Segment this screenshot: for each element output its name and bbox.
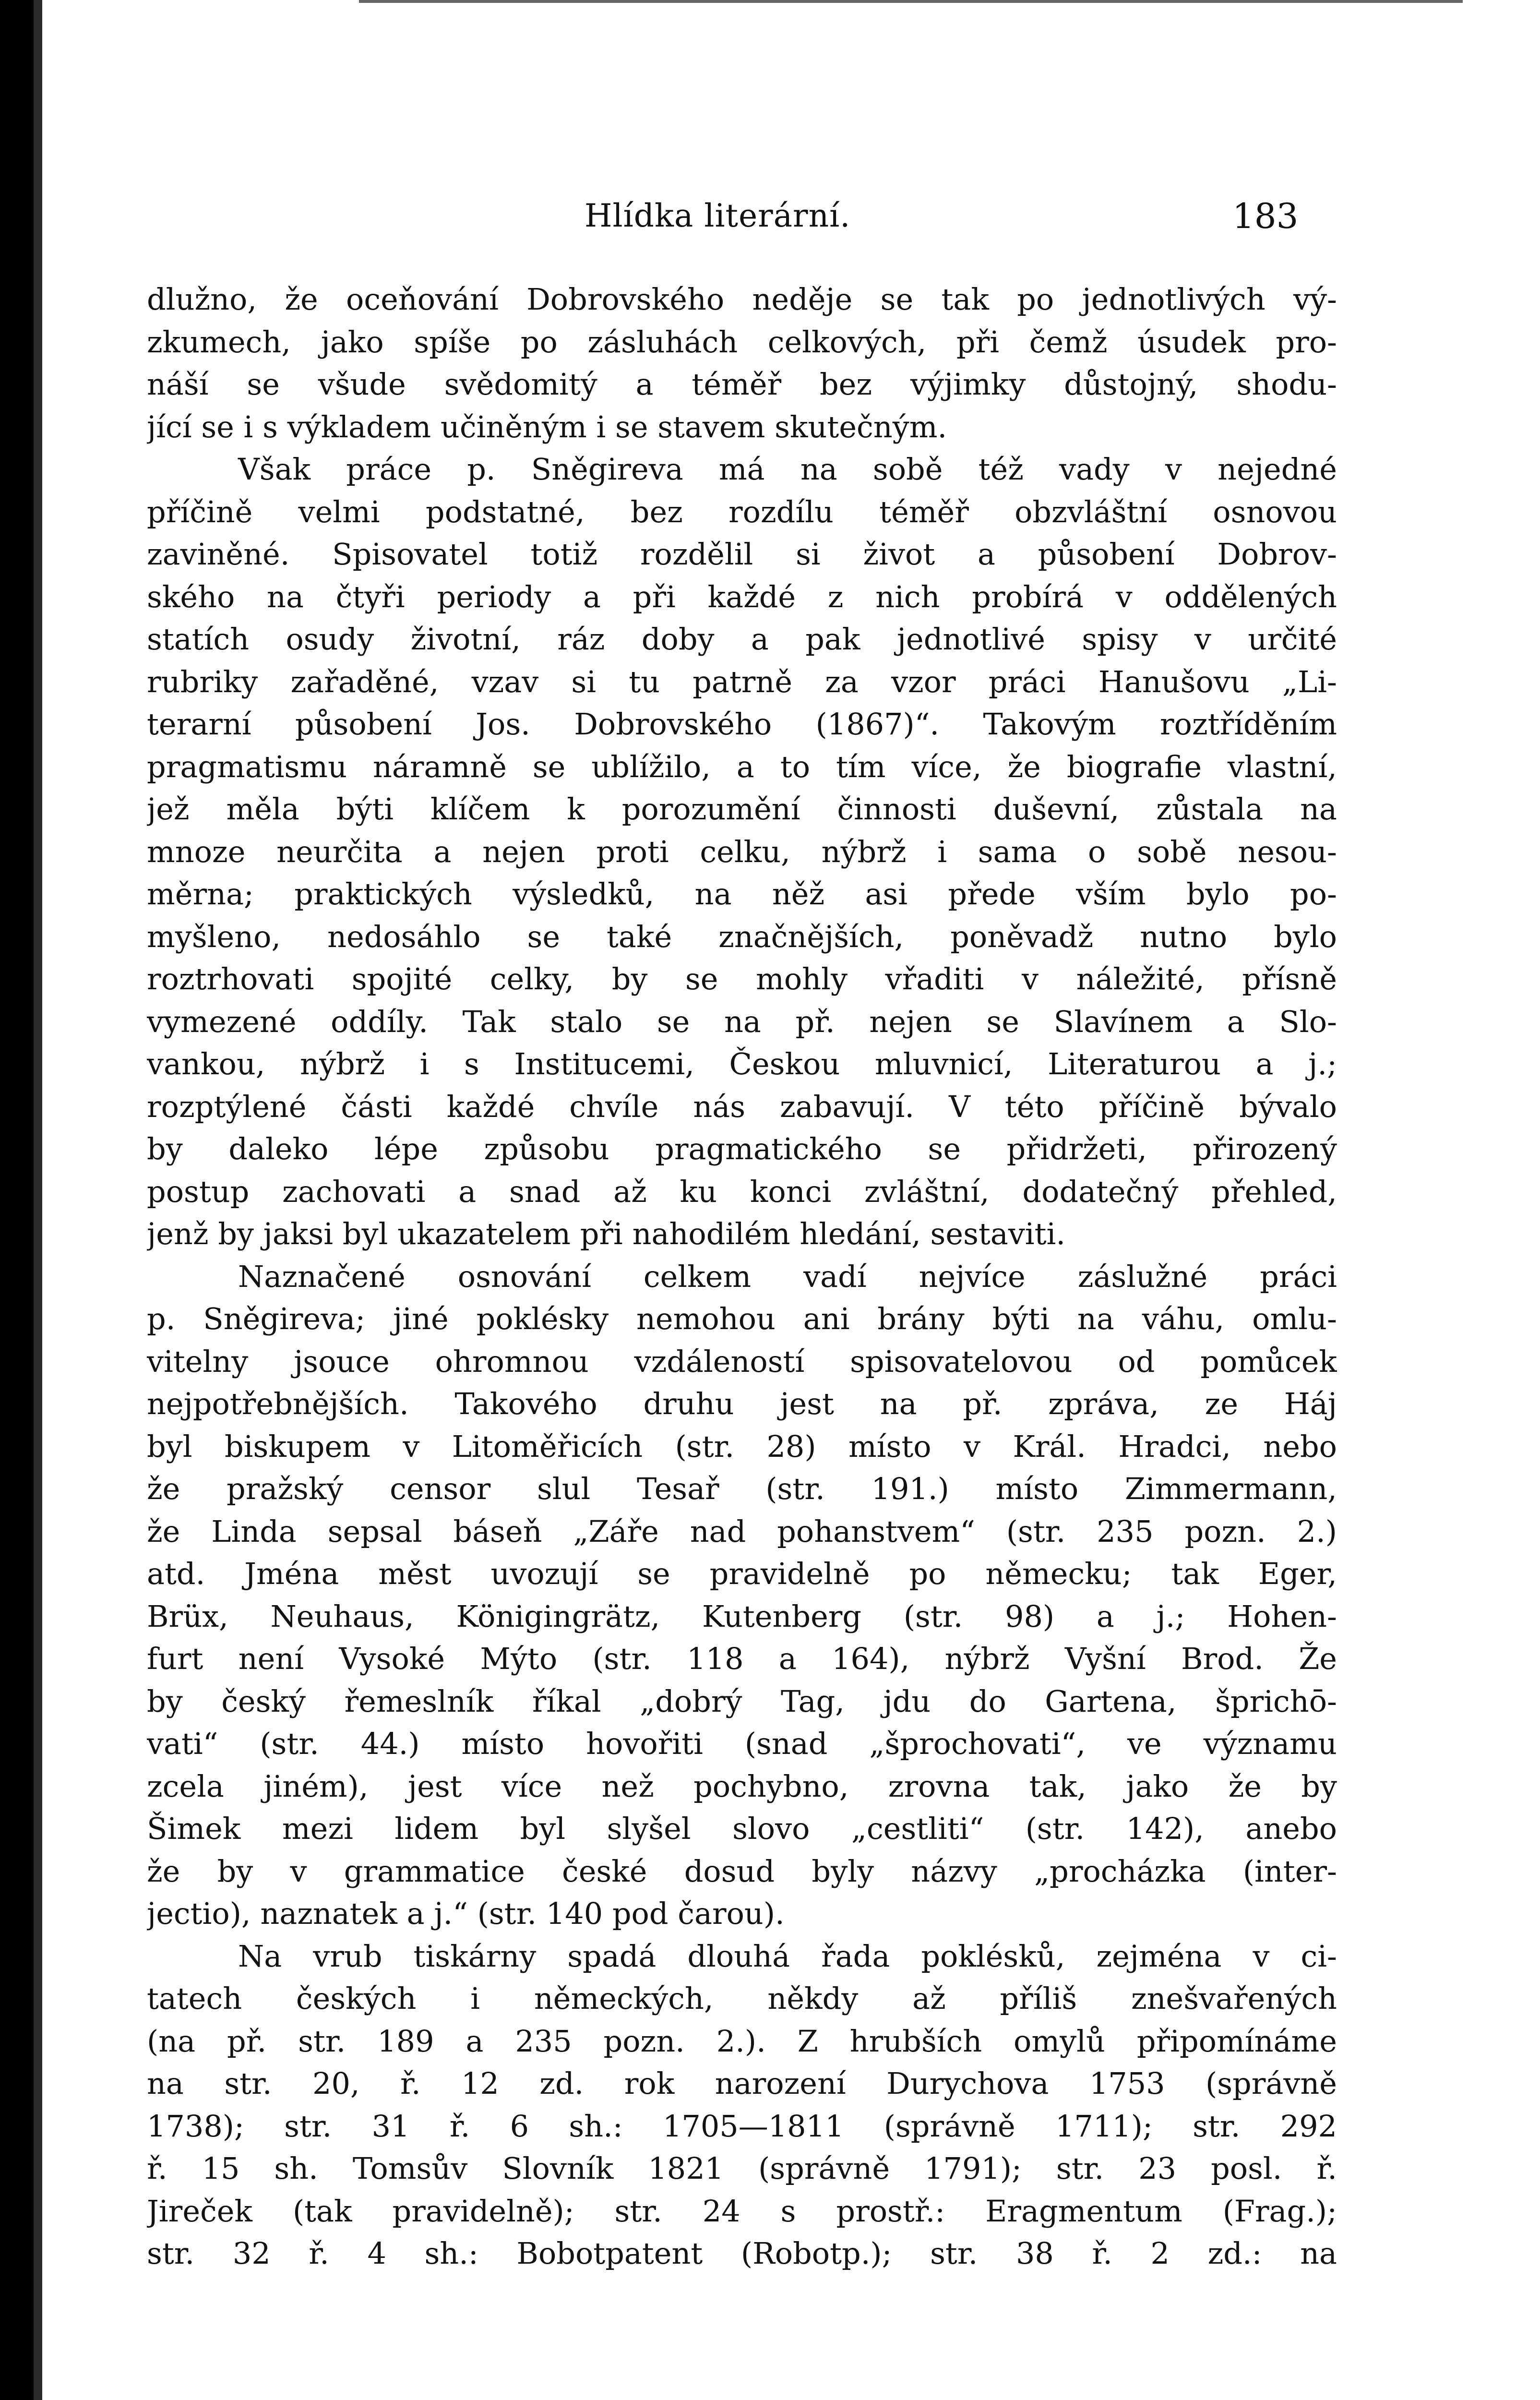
text-line: rubriky zařaděné, vzav si tu patrně za vzor práci Hanušovu „Li-: [147, 664, 1337, 699]
text-line: Na vrub tiskárny spadá dlouhá řada poklésků, zejména v ci-: [238, 1938, 1337, 1974]
text-line: jež měla býti klíčem k porozumění činnosti duševní, zůstala na: [147, 792, 1337, 827]
text-line: vymezené oddíly. Tak stalo se na př. nejen se Slavínem a Slo-: [147, 1004, 1337, 1039]
paragraph: [147, 1935, 1337, 2275]
text-line: že by v grammatice české dosud byly názvy „procházka (inter-: [147, 1853, 1337, 1889]
body-text: [147, 278, 1337, 2275]
text-line: furt není Vysoké Mýto (str. 118 a 164), nýbrž Vyšní Brod. Že: [147, 1641, 1337, 1676]
text-line: atd. Jména měst uvozují se pravidelně po německu; tak Eger,: [147, 1556, 1337, 1591]
top-edge-line: [359, 0, 1463, 3]
text-line: měrna; praktických výsledků, na něž asi přede vším bylo po-: [147, 876, 1337, 912]
text-line: vitelny jsouce ohromnou vzdáleností spisovatelovou od pomůcek: [147, 1344, 1337, 1379]
text-line: p. Sněgireva; jiné poklésky nemohou ani brány býti na váhu, omlu-: [147, 1301, 1337, 1336]
text-line: jenž by jaksi byl ukazatelem při nahodilém hledání, sestaviti.: [147, 1216, 1066, 1251]
text-line: by český řemeslník říkal „dobrý Tag, jdu do Gartena, šprichō-: [147, 1683, 1337, 1719]
text-line: dlužno, že oceňování Dobrovského neděje se tak po jednotlivých vý-: [147, 282, 1337, 317]
text-line: jící se i s výkladem učiněným i se stavem skutečným.: [147, 409, 947, 444]
text-line: statích osudy životní, ráz doby a pak jednotlivé spisy v určité: [147, 622, 1337, 657]
text-line: Brüx, Neuhaus, Königingrätz, Kutenberg (str. 98) a j.; Hohen-: [147, 1598, 1337, 1634]
text-line: ř. 15 sh. Tomsův Slovník 1821 (správně 1791); str. 23 posl. ř.: [147, 2151, 1337, 2186]
paragraph: [147, 448, 1337, 1256]
text-line: vankou, nýbrž i s Institucemi, Českou mluvnicí, Literaturou a j.;: [147, 1046, 1337, 1081]
text-line: jectio), naznatek a j.“ (str. 140 pod čarou).: [147, 1896, 785, 1931]
text-line: postup zachovati a snad až ku konci zvláštní, dodatečný přehled,: [147, 1174, 1337, 1209]
text-line: terarní působení Jos. Dobrovského (1867)“. Takovým roztříděním: [147, 707, 1337, 742]
text-line: Však práce p. Sněgireva má na sobě též vady v nejedné: [238, 452, 1337, 487]
text-line: roztrhovati spojité celky, by se mohly vřaditi v náležité, přísně: [147, 961, 1337, 996]
text-line: Šimek mezi lidem byl slyšel slovo „cestliti“ (str. 142), anebo: [147, 1811, 1337, 1846]
text-line: myšleno, nedosáhlo se také značnějších, poněvadž nutno bylo: [147, 919, 1337, 954]
text-line: mnoze neurčita a nejen proti celku, nýbrž i sama o sobě nesou-: [147, 834, 1337, 869]
text-line: str. 32 ř. 4 sh.: Bobotpatent (Robotp.); str. 38 ř. 2 zd.: na: [147, 2236, 1337, 2271]
text-line: náší se všude svědomitý a téměř bez výjimky důstojný, shodu-: [147, 367, 1337, 402]
page-edge: [34, 0, 42, 2400]
text-line: byl biskupem v Litoměřicích (str. 28) místo v Král. Hradci, nebo: [147, 1428, 1337, 1464]
paragraph: [147, 278, 1337, 448]
text-line: ského na čtyři periody a při každé z nich probírá v oddělených: [147, 579, 1337, 614]
text-line: Naznačené osnování celkem vadí nejvíce záslužné práci: [238, 1259, 1337, 1294]
text-line: zaviněné. Spisovatel totiž rozdělil si život a působení Dobrov-: [147, 537, 1337, 572]
text-line: že Linda sepsal báseň „Záře nad pohanstvem“ (str. 235 pozn. 2.): [147, 1513, 1337, 1549]
text-line: příčině velmi podstatné, bez rozdílu téměř obzvláštní osnovou: [147, 494, 1337, 529]
text-line: Jireček (tak pravidelně); str. 24 s prostř.: Eragmentum (Frag.);: [147, 2193, 1337, 2229]
text-line: nejpotřebnějších. Takového druhu jest na př. zpráva, ze Háj: [147, 1386, 1337, 1421]
page-header: [42, 190, 1540, 242]
text-line: by daleko lépe způsobu pragmatického se přidržeti, přirozený: [147, 1131, 1337, 1166]
text-line: 1738); str. 31 ř. 6 sh.: 1705—1811 (správně 1711); str. 292: [147, 2108, 1337, 2144]
text-line: že pražský censor slul Tesař (str. 191.) místo Zimmermann,: [147, 1471, 1337, 1506]
text-line: (na př. str. 189 a 235 pozn. 2.). Z hrubších omylů připomínáme: [147, 2023, 1337, 2059]
running-head: Hlídka literární.: [585, 197, 851, 234]
page-number: 183: [1232, 196, 1299, 236]
book-page: [42, 0, 1540, 2400]
text-line: na str. 20, ř. 12 zd. rok narození Durychova 1753 (správně: [147, 2066, 1337, 2101]
text-line: rozptýlené části každé chvíle nás zabavují. V této příčině bývalo: [147, 1089, 1337, 1124]
text-line: pragmatismu náramně se ublížilo, a to tím více, že biografie vlastní,: [147, 749, 1337, 784]
text-line: vati“ (str. 44.) místo hovořiti (snad „šprochovati“, ve významu: [147, 1726, 1337, 1761]
paragraph: [147, 1256, 1337, 1935]
text-line: tatech českých i německých, někdy až příliš znešvařených: [147, 1981, 1337, 2016]
text-line: zkumech, jako spíše po zásluhách celkových, při čemž úsudek pro-: [147, 324, 1337, 360]
text-line: zcela jiném), jest více než pochybno, zrovna tak, jako že by: [147, 1768, 1337, 1804]
